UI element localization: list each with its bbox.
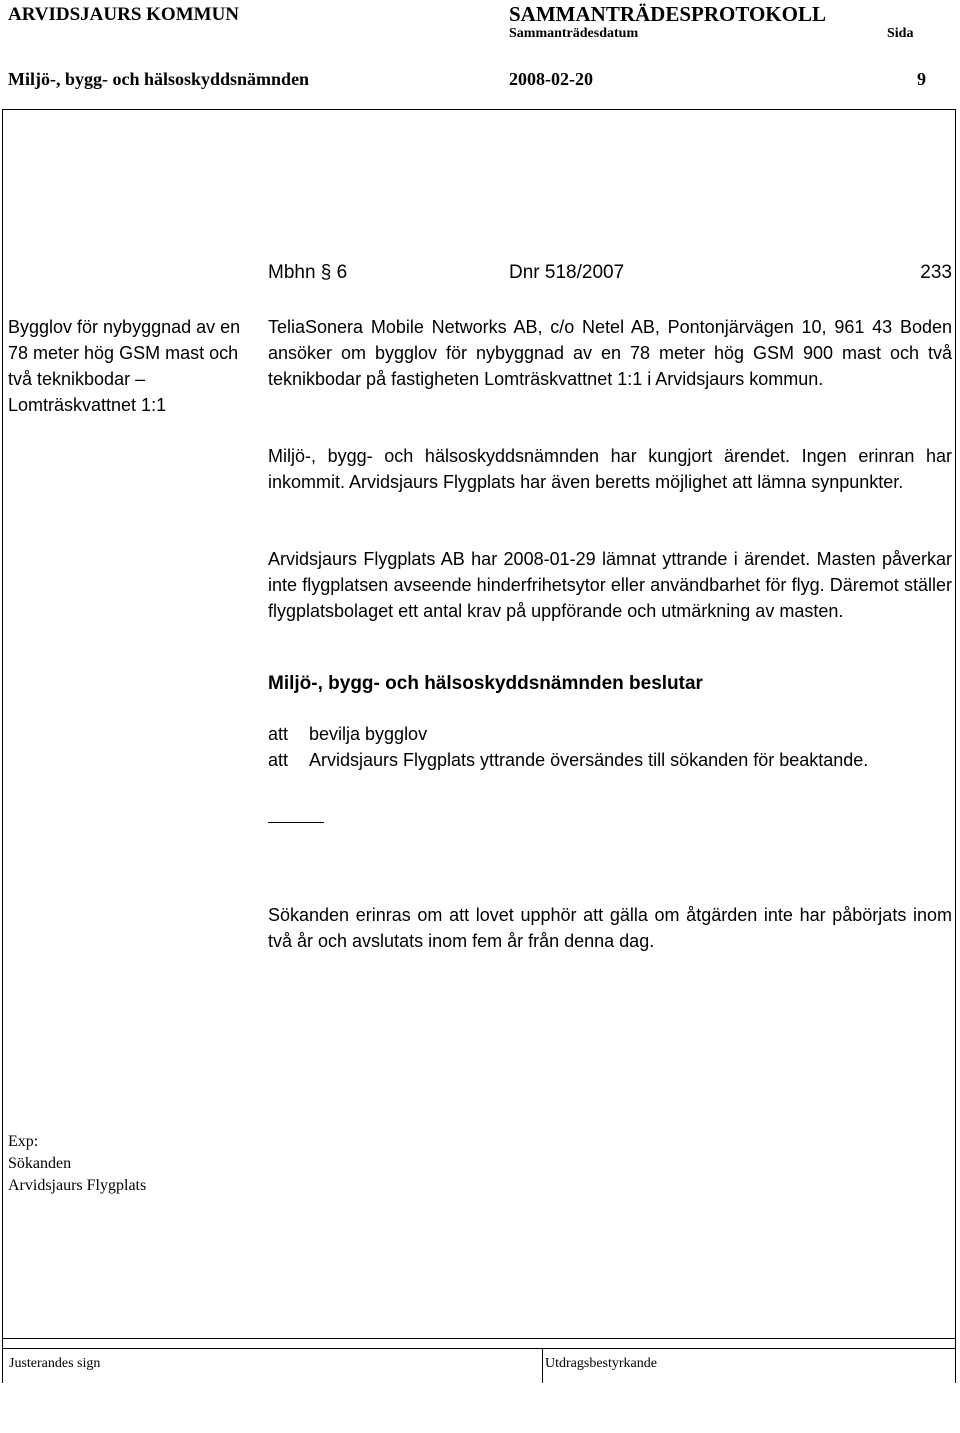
page-number: 9	[917, 69, 926, 89]
case-reference-row	[268, 262, 952, 288]
decision-text: bevilja bygglov	[309, 724, 428, 744]
paragraph-airport-statement: Arvidsjaurs Flygplats AB har 2008-01-29 lämnat yttrande i ärendet. Masten påverkar inte flygplatsen avseende hinderfrihetsytor eller användbarhet för flyg. Däremot ställer flygplatsbolaget ett antal krav på uppförande och utmärkning av masten.	[268, 549, 952, 621]
section-number: Mbhn § 6	[268, 262, 348, 283]
case-title: Bygglov för nybyggnad av en 78 meter hög GSM mast och två teknikbodar – Lomträskvattnet 1:1	[8, 317, 241, 415]
paragraph-reminder: Sökanden erinras om att lovet upphör att gälla om åtgärden inte har påbörjats inom två år och avslutats inom fem år från denna dag.	[268, 905, 952, 951]
distribution-list	[8, 1131, 146, 1197]
footer-right-border	[955, 1349, 956, 1383]
distribution-recipient: Arvidsjaurs Flygplats	[8, 1177, 147, 1194]
board-name: Miljö-, bygg- och hälsoskyddsnämnden	[8, 69, 310, 89]
document-type: SAMMANTRÄDESPROTOKOLL	[509, 2, 826, 26]
diary-number: Dnr 518/2007	[509, 262, 625, 283]
reminder-paragraph	[268, 902, 952, 954]
certification-field-label: Utdragsbestyrkande	[545, 1356, 657, 1371]
distribution-label: Exp:	[8, 1133, 39, 1150]
decision-text: Arvidsjaurs Flygplats yttrande översändes till sökanden för beaktande.	[309, 750, 869, 770]
att-label: att	[268, 750, 289, 770]
case-number: 233	[920, 262, 952, 283]
footer-divider	[2, 1338, 956, 1339]
distribution-recipient: Sökanden	[8, 1155, 72, 1172]
meeting-date: 2008-02-20	[509, 69, 593, 89]
page-label: Sida	[887, 26, 914, 41]
airport-paragraph	[268, 546, 952, 624]
paragraph-application: TeliaSonera Mobile Networks AB, c/o Netel AB, Pontonjärvägen 10, 961 43 Boden ansöker om bygglov för nybyggnad av en 78 meter hög GSM 900 mast och två teknikbodar på fastigheten Lomträskvattnet 1:1 i Arvidsjaurs kommun.	[268, 317, 952, 389]
decision-item	[268, 724, 427, 745]
announcement-paragraph	[268, 443, 952, 495]
att-label: att	[268, 724, 289, 744]
footer-left-border	[2, 1349, 3, 1383]
separator-line	[268, 822, 324, 823]
signature-field-label: Justerandes sign	[9, 1356, 101, 1371]
decision-heading: Miljö-, bygg- och hälsoskyddsnämnden beslutar	[268, 673, 703, 694]
meeting-date-label: Sammanträdesdatum	[509, 26, 639, 41]
application-paragraph	[268, 314, 952, 392]
footer-middle-border	[542, 1349, 543, 1383]
decision-item	[268, 750, 868, 771]
municipality-name: ARVIDSJAURS KOMMUN	[8, 4, 240, 25]
paragraph-announcement: Miljö-, bygg- och hälsoskyddsnämnden har kungjort ärendet. Ingen erinran har inkommit. Arvidsjaurs Flygplats har även beretts möjlighet att lämna synpunkter.	[268, 446, 952, 492]
